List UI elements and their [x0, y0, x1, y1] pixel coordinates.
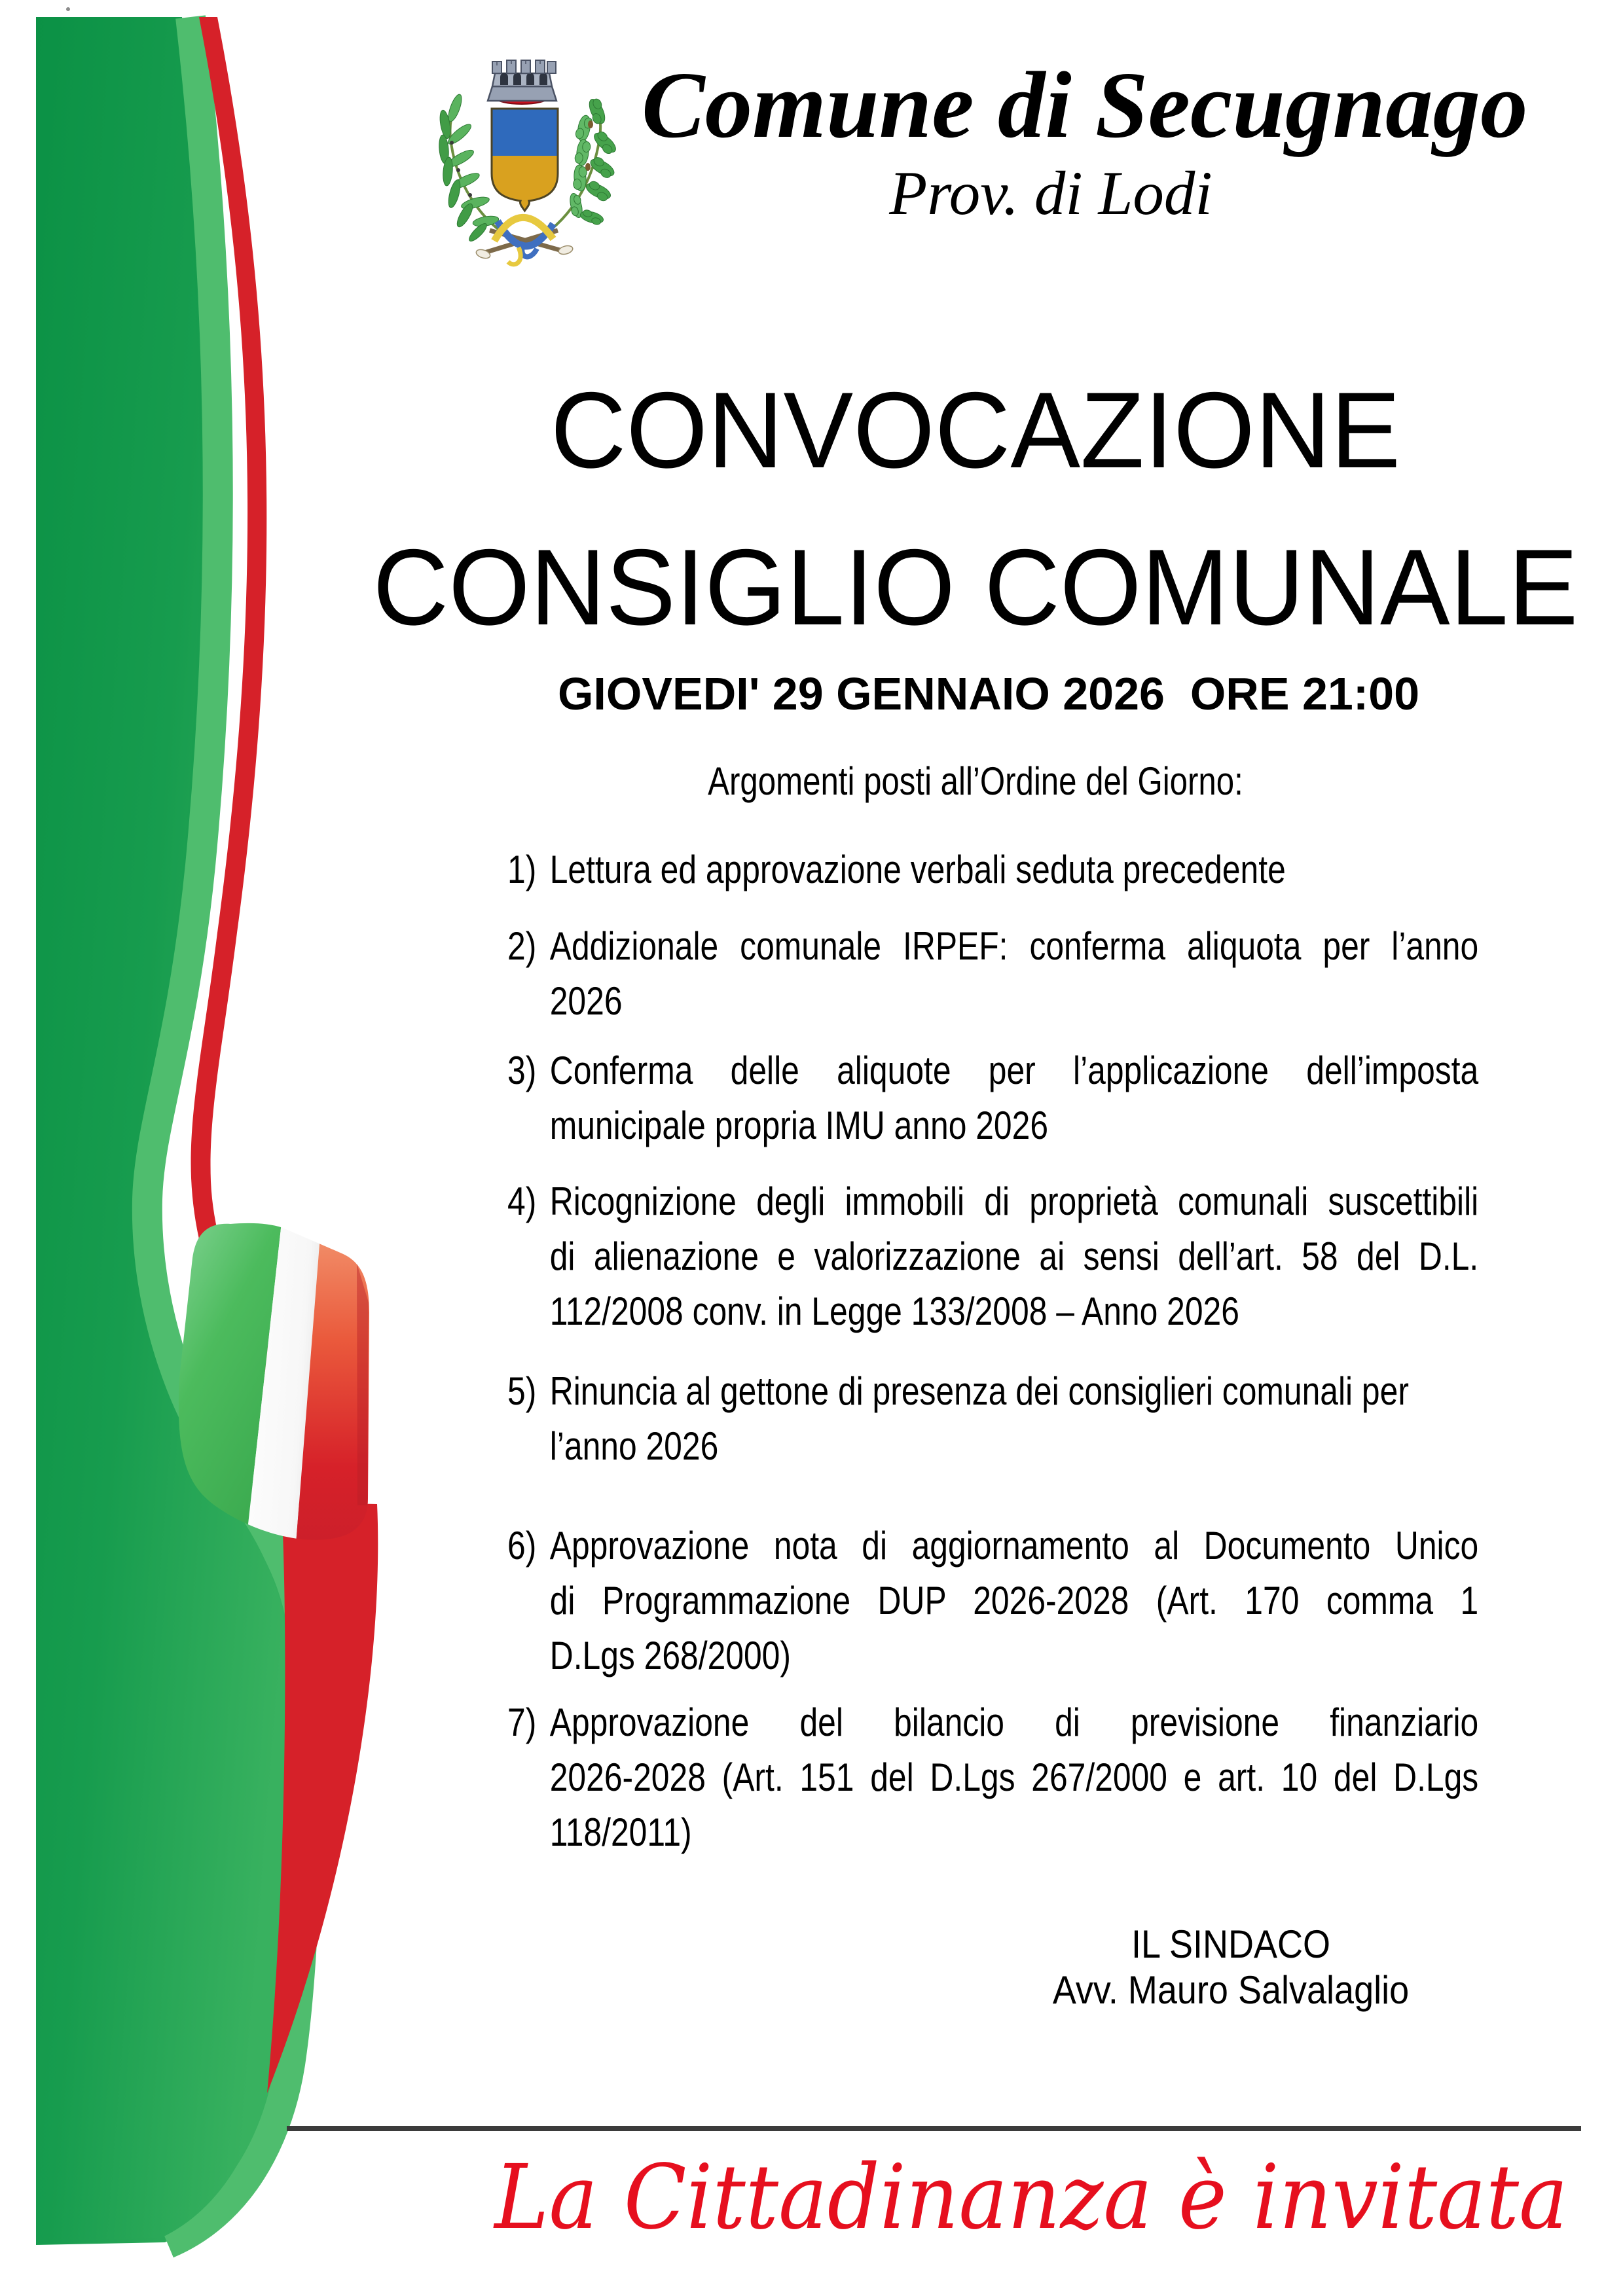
title-line-2: CONSIGLIO COMUNALE	[373, 527, 1578, 647]
agenda-item-line: Rinuncia al gettone di presenza dei consiglieri comunali per	[549, 1369, 1409, 1413]
agenda-item	[507, 1364, 1478, 1474]
agenda-item-number: 6)	[507, 1524, 537, 1568]
signature-name: Avv. Mauro Salvalaglio	[1052, 1968, 1410, 2012]
citizens-invitation: La Cittadinanza è invitata	[494, 2146, 1568, 2250]
agenda-item-number: 5)	[507, 1369, 537, 1413]
shield	[488, 105, 563, 216]
meeting-datetime: GIOVEDI' 29 GENNAIO 2026 ORE 21:00	[557, 668, 1420, 719]
province-name: Prov. di Lodi	[889, 158, 1213, 228]
agenda-item	[507, 1518, 1478, 1683]
agenda-item-number: 4)	[507, 1179, 537, 1223]
agenda-item-line: 2026	[549, 979, 623, 1023]
page-title	[347, 351, 1605, 666]
agenda-item	[507, 842, 1478, 897]
agenda-item-line: di Programmazione DUP 2026-2028 (Art. 170 comma 1	[549, 1579, 1479, 1623]
agenda-item-line: Ricognizione degli immobili di proprietà comunali suscettibili	[549, 1179, 1479, 1223]
agenda-item-number: 7)	[507, 1700, 537, 1744]
agenda-item-line: Approvazione nota di aggiornamento al Documento Unico	[549, 1524, 1479, 1568]
agenda-item-number: 1)	[507, 848, 537, 891]
municipality-name: Comune di Secugnago	[642, 53, 1528, 158]
municipal-coat-of-arms-icon	[419, 46, 655, 268]
scan-speck	[66, 7, 70, 11]
agenda-heading: Argomenti posti all’Ordine del Giorno:	[708, 759, 1243, 803]
signature-block	[936, 1922, 1525, 2013]
agenda-item-line: Approvazione del bilancio di previsione finanziario	[549, 1700, 1479, 1744]
agenda-item	[507, 1174, 1478, 1339]
agenda-item-line: 2026-2028 (Art. 151 del D.Lgs 267/2000 e art. 10 del D.Lgs	[549, 1755, 1479, 1799]
agenda-item-number: 2)	[507, 924, 537, 968]
agenda-item	[507, 919, 1478, 1029]
agenda-item-line: municipale propria IMU anno 2026	[549, 1103, 1049, 1147]
italian-tricolor-ribbon-icon	[0, 0, 537, 2296]
mural-crown	[488, 60, 556, 104]
agenda-item-line: Conferma delle aliquote per l’applicazione dell’imposta	[549, 1049, 1479, 1092]
agenda-item-line: 112/2008 conv. in Legge 133/2008 – Anno 2026	[549, 1289, 1239, 1333]
agenda-item-line: Lettura ed approvazione verbali seduta precedente	[549, 848, 1286, 891]
agenda-item-line: D.Lgs 268/2000)	[549, 1634, 791, 1677]
agenda-item-line: 118/2011)	[549, 1810, 692, 1854]
agenda-list	[507, 842, 1478, 1860]
agenda-item-line: Addizionale comunale IRPEF: conferma aliquota per l’anno	[549, 924, 1479, 968]
footer-divider	[287, 2126, 1581, 2131]
agenda-item-line: di alienazione e valorizzazione ai sensi dell’art. 58 del D.L.	[549, 1234, 1479, 1278]
agenda-item	[507, 1043, 1478, 1153]
agenda-item-line: l’anno 2026	[549, 1424, 719, 1468]
agenda-item-number: 3)	[507, 1049, 537, 1092]
signature-role: IL SINDACO	[1131, 1922, 1331, 1966]
title-line-1: CONVOCAZIONE	[550, 370, 1401, 490]
agenda-item	[507, 1695, 1478, 1860]
